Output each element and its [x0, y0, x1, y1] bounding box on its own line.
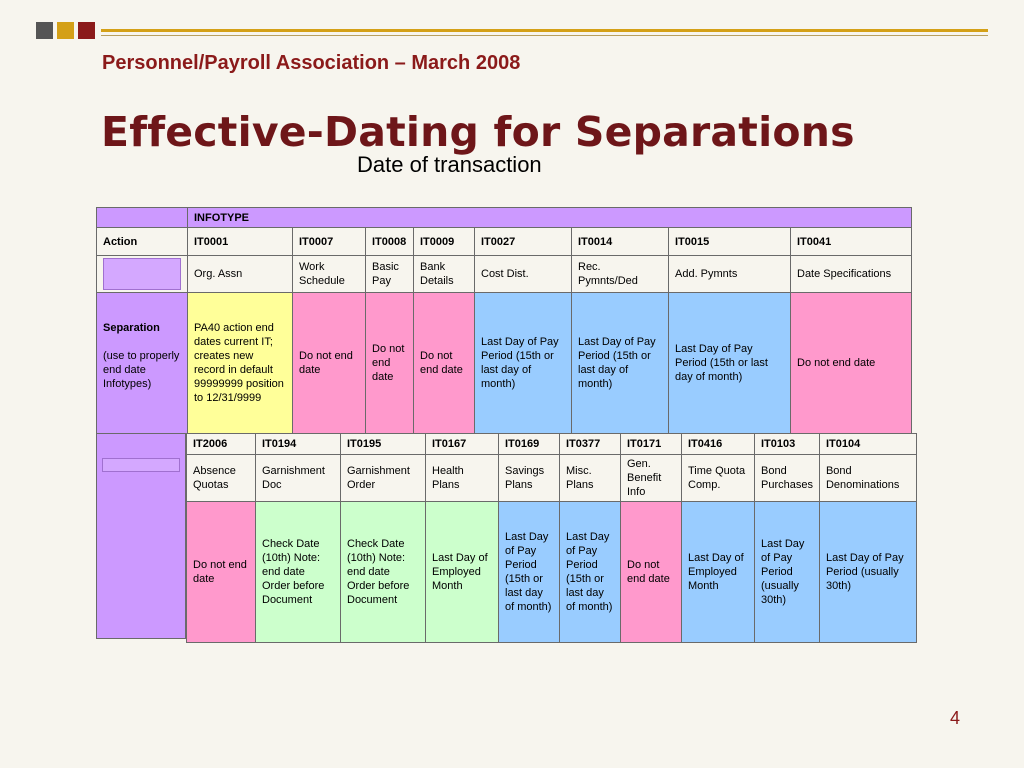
- header-rule-gold: [101, 29, 988, 32]
- table-cell: Rec. Pymnts/Ded: [572, 256, 669, 293]
- table-cell: Basic Pay: [366, 256, 414, 293]
- table-cell: Gen. Benefit Info: [621, 455, 682, 502]
- table-cell: IT0041: [791, 228, 912, 256]
- table-cell: Garnishment Doc: [256, 455, 341, 502]
- table-cell: Do not end date: [414, 293, 475, 434]
- decorative-box: [102, 458, 180, 472]
- table-cell: Last Day of Pay Period (15th or last day of month): [560, 502, 621, 643]
- table-cell: Last Day of Pay Period (15th or last day of month): [499, 502, 560, 643]
- table-cell: Last Day of Pay Period (15th or last day of month): [669, 293, 791, 434]
- deco-square-dark: [36, 22, 53, 39]
- table-cell: Health Plans: [426, 455, 499, 502]
- page-number: 4: [950, 708, 961, 728]
- table-cell: IT0416: [682, 434, 755, 455]
- table-cell: Last Day of Pay Period (15th or last day of month): [572, 293, 669, 434]
- table-cell: Do not end date: [621, 502, 682, 643]
- table-cell: IT0015: [669, 228, 791, 256]
- description-label-cell: [97, 256, 188, 293]
- table-cell: Bank Details: [414, 256, 475, 293]
- table1-corner: [97, 208, 188, 228]
- decorative-box: [103, 258, 181, 290]
- table-cell: Do not end date: [187, 502, 256, 643]
- table-cell: Date Specifications: [791, 256, 912, 293]
- table-cell: IT0104: [819, 434, 916, 455]
- table-cell: IT0167: [426, 434, 499, 455]
- table-cell: Absence Quotas: [187, 455, 256, 502]
- table-cell: Do not end date: [366, 293, 414, 434]
- table-cell: IT0014: [572, 228, 669, 256]
- table-cell: IT0027: [475, 228, 572, 256]
- table-cell: IT0007: [293, 228, 366, 256]
- table-cell: Last Day of Employed Month: [682, 502, 755, 643]
- separation-title: Separation: [103, 322, 160, 334]
- table-cell: Last Day of Pay Period (usually 30th): [755, 502, 820, 643]
- deco-square-maroon: [78, 22, 95, 39]
- table-cell: Bond Purchases: [755, 455, 820, 502]
- association-heading: Personnel/Payroll Association – March 2008: [102, 52, 521, 74]
- table-cell: IT0103: [755, 434, 820, 455]
- infotype-table-1: [96, 207, 912, 434]
- table-cell: IT0009: [414, 228, 475, 256]
- table-cell: IT0008: [366, 228, 414, 256]
- table-cell: IT0169: [499, 434, 560, 455]
- table-cell: Misc. Plans: [560, 455, 621, 502]
- infotype-header: INFOTYPE: [188, 208, 912, 228]
- table-cell: Org. Assn: [188, 256, 293, 293]
- table-cell: PA40 action end dates current IT; creates new record in default 99999999 position to 12/31/9999: [188, 293, 293, 434]
- separation-column-continuation: [96, 433, 186, 639]
- page-subtitle: Date of transaction: [357, 152, 542, 177]
- table-cell: Last Day of Pay Period (15th or last day of month): [475, 293, 572, 434]
- table-cell: IT0195: [341, 434, 426, 455]
- infotype-table-2: [186, 433, 917, 643]
- table-cell: IT0194: [256, 434, 341, 455]
- table-cell: Time Quota Comp.: [682, 455, 755, 502]
- separation-note: (use to properly end date Infotypes): [103, 350, 180, 390]
- table-cell: IT0171: [621, 434, 682, 455]
- page-title: Effective-Dating for Separations: [101, 108, 855, 156]
- table-cell: Garnishment Order: [341, 455, 426, 502]
- table-cell: IT0001: [188, 228, 293, 256]
- table-cell: Bond Denominations: [819, 455, 916, 502]
- table-cell: Add. Pymnts: [669, 256, 791, 293]
- table-cell: Check Date (10th) Note: end date Order before Document: [256, 502, 341, 643]
- header-rule-thin: [101, 35, 988, 36]
- deco-square-gold: [57, 22, 74, 39]
- separation-cell: [97, 293, 188, 434]
- table-cell: Last Day of Employed Month: [426, 502, 499, 643]
- table-cell: Savings Plans: [499, 455, 560, 502]
- table-cell: IT2006: [187, 434, 256, 455]
- table-cell: Check Date (10th) Note: end date Order before Document: [341, 502, 426, 643]
- table-cell: Work Schedule: [293, 256, 366, 293]
- table-cell: Do not end date: [293, 293, 366, 434]
- table-cell: IT0377: [560, 434, 621, 455]
- table-cell: Last Day of Pay Period (usually 30th): [819, 502, 916, 643]
- table-cell: Cost Dist.: [475, 256, 572, 293]
- table-cell: Do not end date: [791, 293, 912, 434]
- action-label: Action: [97, 228, 188, 256]
